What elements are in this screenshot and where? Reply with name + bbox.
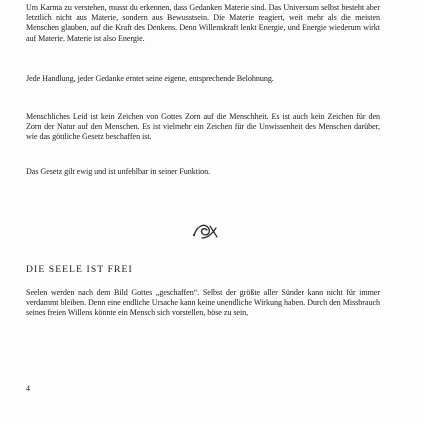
paragraph-human-suffering [26, 112, 380, 143]
paragraph-text: Seelen werden nach dem Bild Gottes „geschaffen“. Selbst der größte aller Sünder kann nicht für immer verdammt bleiben. Denn eine endliche Ursache kann keine unendliche Wirkung haben. Durch den Missbrauch seines freien Willens könnte ein Mensch sich vorstellen, böse zu sein, [26, 288, 380, 318]
paragraph-eternal-law [26, 167, 380, 177]
paragraph-karma-intro [26, 3, 380, 44]
fleuron-ornament-icon [190, 220, 220, 242]
paragraph-text: Um Karma zu verstehen, musst du erkennen, dass Gedanken Materie sind. Das Universum selbst besteht aber letztlich nicht aus Materie, sondern aus Bewusstsein. Die Materie reagiert, weit mehr als die meisten Menschen glauben, auf die Kraft des Denkens. Denn Willenskraft lenkt Energie, und Energie wiederum wirkt auf Materie. Materie ist also Energie. [26, 3, 380, 43]
section-heading: DIE SEELE IST FREI [26, 264, 133, 275]
paragraph-text: Das Gesetz gilt ewig und ist unfehlbar in seiner Funktion. [26, 167, 211, 176]
paragraph-text: Jede Handlung, jeder Gedanke erntet seine eigene, entsprechende Belohnung. [26, 74, 274, 83]
paragraph-text: Menschliches Leid ist kein Zeichen von Gottes Zorn auf die Menschheit. Es ist auch kein Zeichen für den Zorn der Natur auf den Menschen. Es ist vielmehr ein Zeichen für die Unwissenheit des Menschen darüber, wie das göttliche Gesetz beschaffen ist. [26, 112, 380, 142]
paragraph-action-reward [26, 74, 380, 84]
paragraph-soul-free [26, 288, 380, 319]
page-number: 4 [26, 384, 30, 393]
